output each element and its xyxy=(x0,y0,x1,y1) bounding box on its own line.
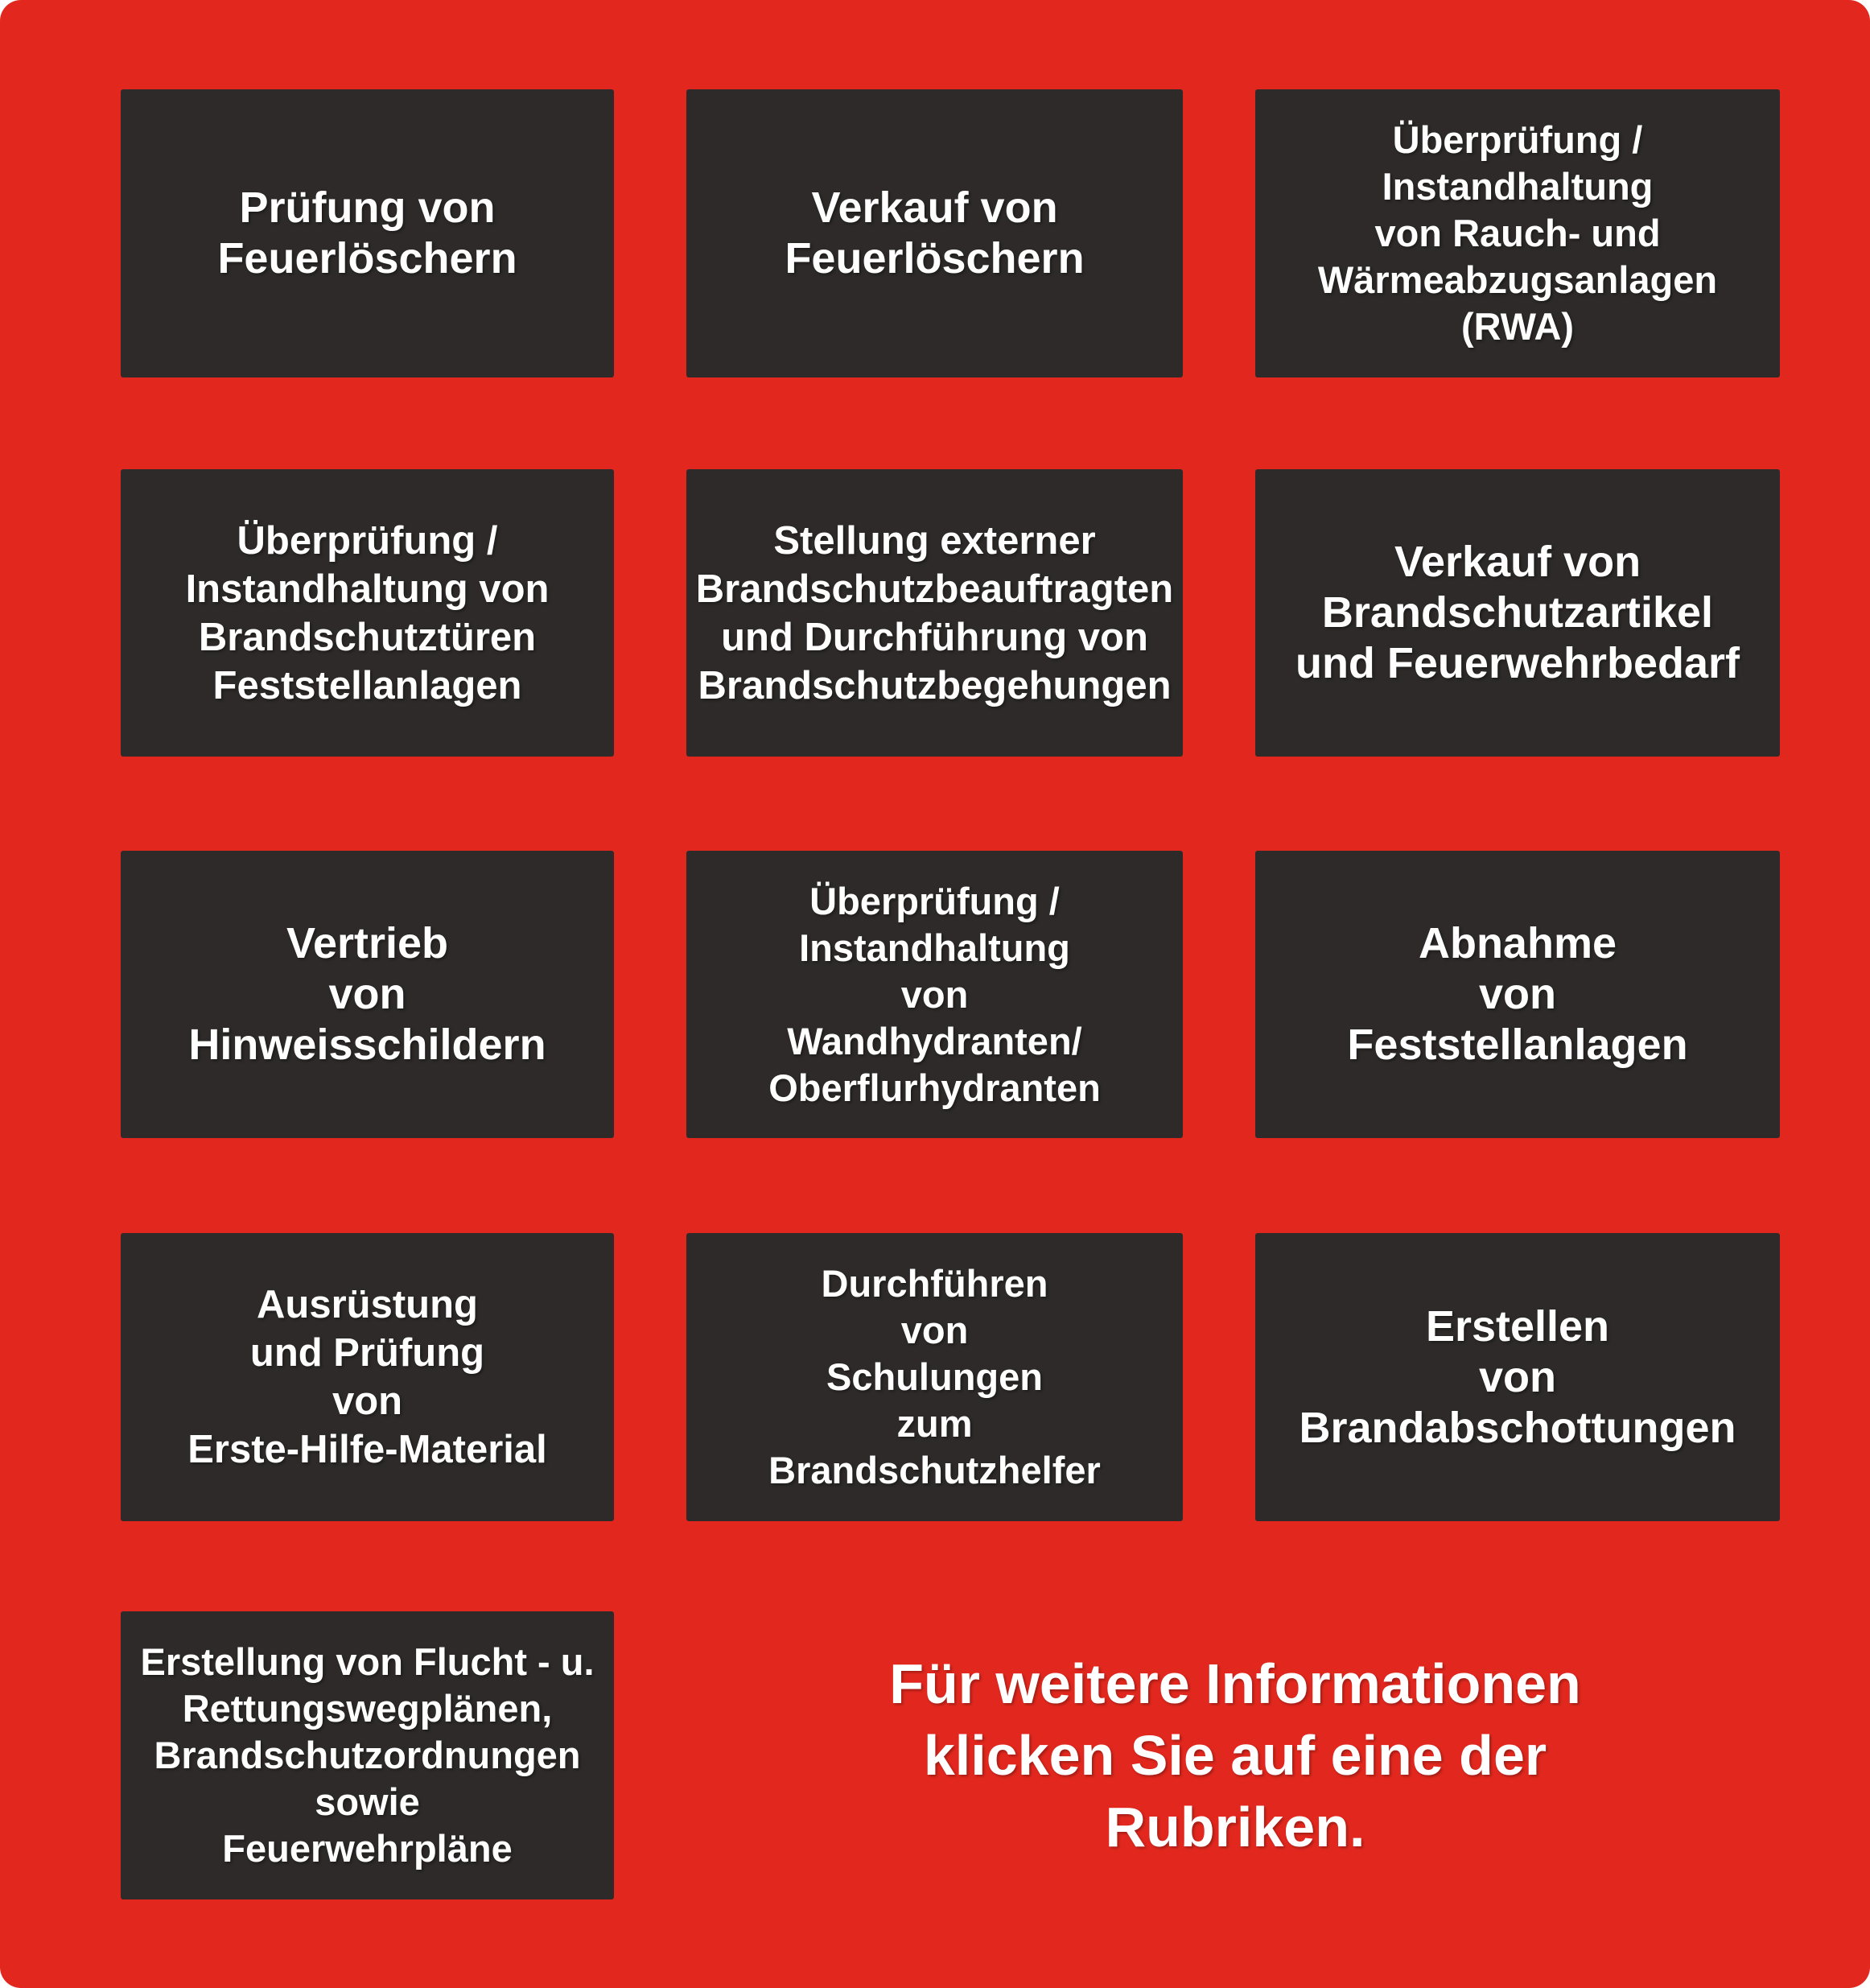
category-tile-label: Feuerlöschern xyxy=(217,234,517,283)
category-tile-label: Erstellen xyxy=(1425,1301,1610,1351)
category-tile-label: Verkauf von xyxy=(811,184,1058,232)
category-tile-label: Brandschutztüren xyxy=(198,615,537,659)
category-tile-label: Wandhydranten/ xyxy=(787,1019,1082,1062)
category-tile-label: Brandschutzbegehungen xyxy=(698,663,1172,707)
category-tile-label: Brandschutzartikel xyxy=(1321,588,1714,637)
category-tile-label: Abnahme xyxy=(1418,919,1617,967)
footer-instruction-line: Rubriken. xyxy=(1105,1796,1365,1858)
category-tile-verkauf-von-feuerloeschern[interactable] xyxy=(686,89,1183,377)
category-tile-label: Überprüfung / xyxy=(1392,118,1643,161)
category-tile-label: Vertrieb xyxy=(286,919,449,967)
category-tile-erste-hilfe-material[interactable] xyxy=(121,1233,614,1521)
category-tile-label: von xyxy=(900,1309,969,1351)
category-tile-label: Feuerwehrpläne xyxy=(222,1827,513,1870)
category-tile-brandschutztueren-feststellanlagen[interactable] xyxy=(121,469,614,757)
category-tile-label: Ausrüstung xyxy=(257,1283,478,1326)
footer-instruction-line: klicken Sie auf eine der xyxy=(923,1724,1547,1787)
category-tile-label: von Rauch- und xyxy=(1374,212,1661,254)
category-tile-verkauf-brandschutzartikel[interactable] xyxy=(1255,469,1780,757)
category-tile-label: Brandschutzordnungen xyxy=(154,1734,581,1776)
footer-instruction xyxy=(684,1648,1786,1863)
category-tile-label: Überprüfung / xyxy=(237,518,498,563)
category-tile-label: Brandschutzbeauftragten xyxy=(695,567,1174,611)
category-tile-wandhydranten-oberflurhydranten[interactable] xyxy=(686,851,1183,1138)
category-tile-flucht-rettungswegplaene[interactable] xyxy=(121,1611,614,1899)
category-tile-label: Erstellung von Flucht - u. xyxy=(140,1640,595,1683)
category-tile-label: Feststellanlagen xyxy=(1347,1021,1688,1069)
category-tile-label: Brandabschottungen xyxy=(1299,1403,1736,1452)
category-tile-label: Stellung externer xyxy=(773,518,1096,563)
category-tile-label: Oberflurhydranten xyxy=(768,1066,1101,1109)
category-tile-pruefung-von-feuerloeschern[interactable] xyxy=(121,89,614,377)
category-tile-label: Prüfung von xyxy=(239,184,496,232)
category-tile-label: Feuerlöschern xyxy=(785,234,1085,283)
category-tile-label: von xyxy=(1478,1352,1556,1401)
category-tile-label: Verkauf von xyxy=(1394,538,1641,586)
category-tile-externe-brandschutzbeauftragte[interactable] xyxy=(686,469,1183,757)
category-tile-label: Brandschutzhelfer xyxy=(768,1449,1101,1491)
category-tile-label: von xyxy=(328,970,406,1018)
category-tile-label: (RWA) xyxy=(1460,305,1575,348)
category-tile-label: Überprüfung / xyxy=(809,879,1060,922)
category-tile-label: von xyxy=(900,972,969,1016)
category-tile-label: von xyxy=(1478,970,1556,1018)
category-tile-label: von xyxy=(332,1380,403,1423)
category-tile-label: Feststellanlagen xyxy=(212,663,522,707)
category-tile-brandabschottungen[interactable] xyxy=(1255,1233,1780,1521)
category-tile-label: zum xyxy=(896,1402,973,1445)
category-tile-rwa-ueberpruefung-instandhaltung[interactable] xyxy=(1255,89,1780,377)
footer-instruction-line: Für weitere Informationen xyxy=(889,1652,1581,1715)
category-tile-label: sowie xyxy=(315,1780,420,1823)
category-tile-label: und Durchführung von xyxy=(721,615,1148,659)
category-tile-label: Schulungen xyxy=(826,1355,1043,1398)
category-tile-abnahme-feststellanlagen[interactable] xyxy=(1255,851,1780,1138)
category-tile-label: Instandhaltung von xyxy=(185,567,550,611)
category-tile-label: Durchführen xyxy=(821,1262,1048,1305)
category-tile-label: Instandhaltung xyxy=(799,926,1070,969)
category-tile-label: Wärmeabzugsanlagen xyxy=(1317,258,1718,301)
category-tile-label: und Feuerwehrbedarf xyxy=(1295,639,1740,687)
category-tile-vertrieb-hinweisschilder[interactable] xyxy=(121,851,614,1138)
category-tile-label: und Prüfung xyxy=(249,1331,485,1375)
category-tile-schulungen-brandschutzhelfer[interactable] xyxy=(686,1233,1183,1521)
category-tile-label: Rettungswegplänen, xyxy=(182,1687,553,1730)
category-tile-label: Erste-Hilfe-Material xyxy=(187,1428,547,1471)
category-tile-label: Instandhaltung xyxy=(1382,165,1654,208)
category-tile-label: Hinweisschildern xyxy=(188,1021,546,1069)
